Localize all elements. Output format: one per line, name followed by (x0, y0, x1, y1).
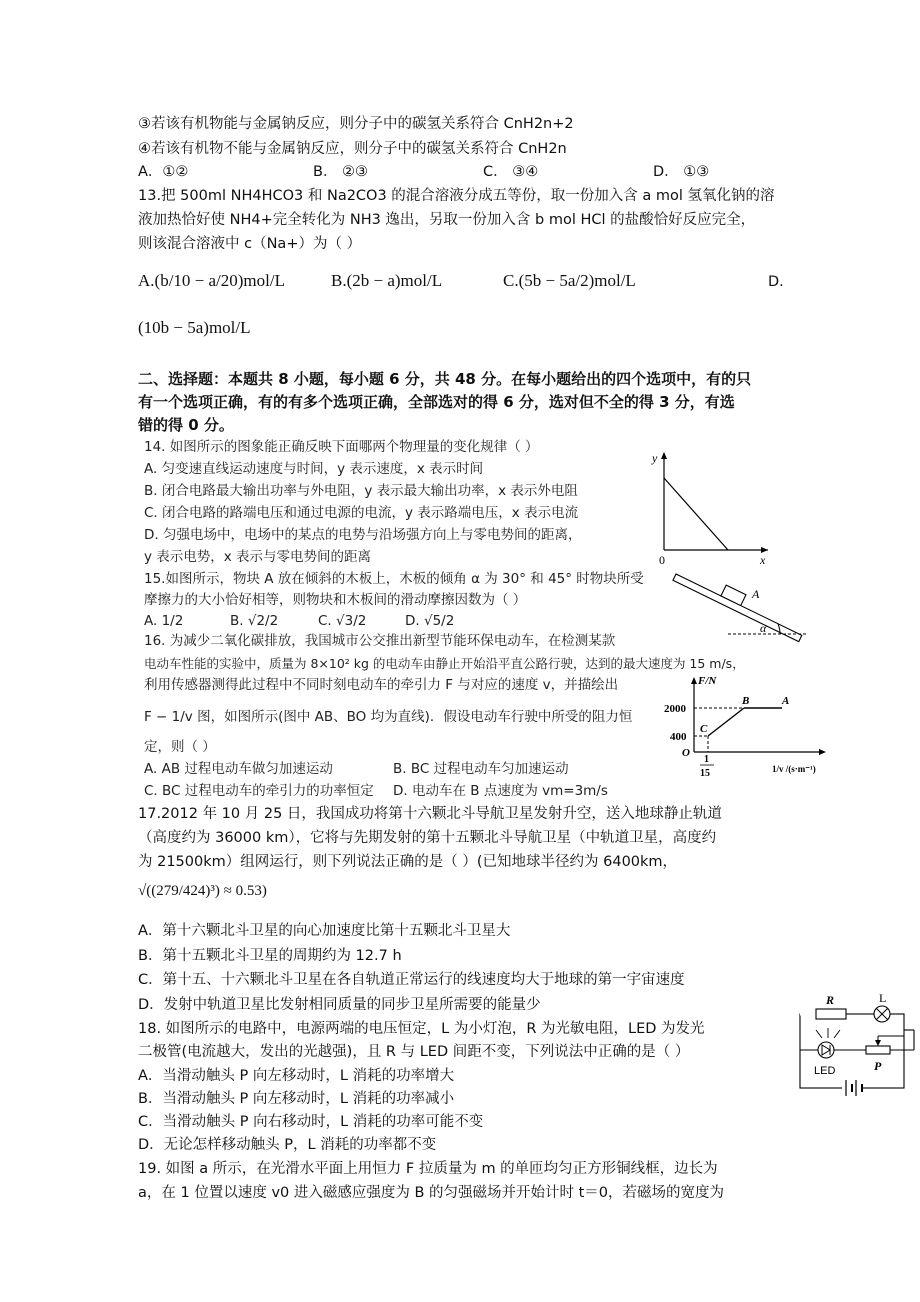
q13-line-3: 则该混合溶液中 c（Na+）为（ ） (138, 236, 362, 252)
q15-angle-label: α (760, 621, 767, 635)
q15-choice-c: C. √3/2 (318, 613, 367, 629)
q18-circuit (794, 990, 916, 1102)
q18-option-b: B．当滑动触头 P 向左移动时，L 消耗的功率减小 (138, 1091, 455, 1107)
q16-line-5: 定，则（ ） (144, 739, 216, 755)
q15-line-2: 摩擦力的大小恰好相等，则物块和木板间的滑动摩擦因数为（ ） (144, 592, 527, 608)
q18-label-led: LED (814, 1065, 836, 1077)
q16-line-4: F − 1/v 图，如图所示(图中 AB、BO 均为直线)．假设电动车行驶中所受的阻力恒 (144, 709, 633, 725)
q15-line-1: 15.如图所示，物块 A 放在倾斜的木板上，木板的倾角 α 为 30° 和 45° 时物块所受 (144, 571, 644, 587)
q18-line-2: 二极管(电流越大，发出的光越强)，且 R 与 LED 间距不变，下列说法中正确的是（ ） (138, 1044, 690, 1060)
q16-origin: O (682, 747, 690, 759)
section2-line-3: 错的得 0 分。 (138, 416, 234, 434)
q13-option-d: (10b − 5a)mol/L (138, 318, 251, 337)
q17-line-1: 17.2012 年 10 月 25 日，我国成功将第十六颗北斗导航卫星发射升空，送入地球静止轨道 (138, 806, 722, 822)
q16-option-c: C. BC 过程电动车的牵引力的功率恒定 (144, 783, 374, 799)
q16-line-bc (708, 708, 744, 736)
q17-option-d: D．发射中轨道卫星比发射相同质量的同步卫星所需要的能量少 (138, 997, 541, 1013)
q17-line-3: 为 21500km）组网运行，则下列说法正确的是（ ）(已知地球半径约为 6400km， (138, 854, 678, 870)
q14-option-a: A. 匀变速直线运动速度与时间，y 表示速度，x 表示时间 (144, 461, 484, 477)
q13-option-b: B.(2b − a)mol/L (331, 271, 443, 290)
q16-y-label: F/N (698, 675, 717, 687)
q14-y-arrow-icon (661, 452, 667, 459)
q13-line-2: 液加热恰好使 NH4+完全转化为 NH3 逸出，另取一份加入含 b mol HCl 的盐酸恰好反应完全， (138, 212, 756, 228)
q14-option-d-2: y 表示电势，x 表示与零电势间的距离 (144, 549, 372, 565)
section2-line-1: 二、选择题：本题共 8 小题，每小题 6 分，共 48 分。在每小题给出的四个选项中，有的只 (138, 370, 752, 388)
q16-y-arrow-icon (691, 677, 697, 684)
q14-x-label: x (760, 553, 766, 567)
q17-line-2: （高度约为 36000 km），它将与先期发射的第十五颗北斗导航卫星（中轨道卫星，高度约 (138, 830, 717, 846)
q18-line-1: 18. 如图所示的电路中，电源两端的电压恒定，L 为小灯泡，R 为光敏电阻，LED 为发光 (138, 1021, 705, 1037)
q18-option-d: D．无论怎样移动触头 P，L 消耗的功率都不变 (138, 1137, 437, 1153)
q16-option-b: B. BC 过程电动车匀加速运动 (393, 761, 569, 777)
q16-x-label: 1/v /(s·m⁻¹) (772, 764, 816, 774)
q15-choice-a: A. 1/2 (144, 613, 184, 629)
q12-choice-c: C． ③④ (483, 164, 539, 180)
q13-option-c: C.(5b − 5a/2)mol/L (503, 271, 636, 290)
q16-graph (662, 672, 832, 782)
q12-choice-b: B． ②③ (313, 164, 369, 180)
q14-option-c: C. 闭合电路的路端电压和通过电源的电流，y 表示路端电压，x 表示电流 (144, 505, 579, 521)
q14-stem: 14. 如图所示的图象能正确反映下面哪两个物理量的变化规律（ ） (144, 439, 539, 455)
q17-formula: √((279/424)³) ≈ 0.53) (138, 883, 267, 899)
q12-option-3: ③若该有机物能与金属钠反应，则分子中的碳氢关系符合 CnH2n+2 (138, 116, 574, 132)
q14-graph (650, 448, 775, 568)
q19-line-1: 19. 如图 a 所示，在光滑水平面上用恒力 F 拉质量为 m 的单匝均匀正方形铜线框，边长为 (138, 1161, 718, 1177)
q13-line-1: 13.把 500ml NH4HCO3 和 Na2CO3 的混合溶液分成五等份，取一份加入含 a mol 氢氧化钠的溶 (138, 188, 775, 204)
q18-option-c: C．当滑动触头 P 向右移动时，L 消耗的功率可能不变 (138, 1114, 484, 1130)
q16-y-2000: 2000 (664, 703, 686, 715)
q16-x-arrow-icon (819, 749, 826, 755)
q14-line (664, 478, 728, 550)
q18-resistor-r (816, 1009, 846, 1019)
q17-option-c: C．第十五、十六颗北斗卫星在各自轨道正常运行的线速度均大于地球的第一宇宙速度 (138, 972, 685, 988)
q15-choice-b: B. √2/2 (230, 613, 279, 629)
q14-y-label: y (652, 451, 658, 465)
q19-line-2: a，在 1 位置以速度 v0 进入磁感应强度为 B 的匀强磁场并开始计时 t＝0，若磁场的宽度为 (138, 1185, 725, 1201)
q12-option-4: ④若该有机物不能与金属钠反应，则分子中的碳氢关系符合 CnH2n (138, 141, 567, 157)
q18-label-l: L (879, 991, 887, 1005)
q16-line-2: 电动车性能的实验中，质量为 8×10² kg 的电动车由静止开始沿平直公路行驶，达到的最大速度为 15 m/s， (144, 656, 745, 671)
q14-option-b: B. 闭合电路最大输出功率与外电阻，y 表示最大输出功率，x 表示外电阻 (144, 483, 578, 499)
q16-option-d: D. 电动车在 B 点速度为 vm=3m/s (393, 783, 608, 799)
section2-line-2: 有一个选项正确，有的有多个选项正确，全部选对的得 6 分，选对但不全的得 3 分，有选 (138, 393, 735, 411)
q15-board (673, 563, 807, 641)
q15-block-label: A (752, 587, 760, 601)
q16-x-num: 1 (704, 754, 709, 765)
q18-option-a: A．当滑动触头 P 向左移动时，L 消耗的功率增大 (138, 1068, 455, 1084)
q16-x-den: 15 (700, 768, 710, 779)
q16-line-3: 利用传感器测得此过程中不同时刻电动车的牵引力 F 与对应的速度 v，并描绘出 (144, 677, 619, 693)
q17-option-b: B．第十五颗北斗卫星的周期约为 12.7 h (138, 948, 402, 964)
q15-incline-figure (668, 562, 808, 642)
q12-choice-d: D． ①③ (653, 164, 710, 180)
q12-choice-a: A．①② (138, 164, 189, 180)
q14-origin: 0 (659, 553, 665, 567)
q16-line-1: 16. 为减少二氧化碳排放，我国城市公交推出新型节能环保电动车，在检测某款 (144, 633, 616, 649)
q14-option-d-1: D. 匀强电场中，电场中的某点的电势与沿场强方向上与零电势间的距离， (144, 527, 582, 543)
q17-option-a: A．第十六颗北斗卫星的向心加速度比第十五颗北斗卫星大 (138, 923, 511, 939)
q13-option-a: A.(b/10 − a/20)mol/L (138, 271, 285, 290)
q18-label-p: P (874, 1059, 882, 1073)
q18-label-r: R (826, 993, 835, 1007)
q16-point-a: A (782, 695, 790, 707)
q16-y-400: 400 (670, 731, 687, 743)
q18-rheostat (866, 1046, 890, 1054)
q18-slider-arrow-icon (875, 1040, 881, 1046)
q18-led-icon (818, 1042, 834, 1058)
q16-option-a: A. AB 过程电动车做匀加速运动 (144, 761, 333, 777)
q16-point-c: C (700, 723, 708, 735)
q13-option-d-label: D. (768, 274, 784, 290)
q16-point-b: B (742, 695, 750, 707)
q15-choice-d: D. √5/2 (405, 613, 455, 629)
